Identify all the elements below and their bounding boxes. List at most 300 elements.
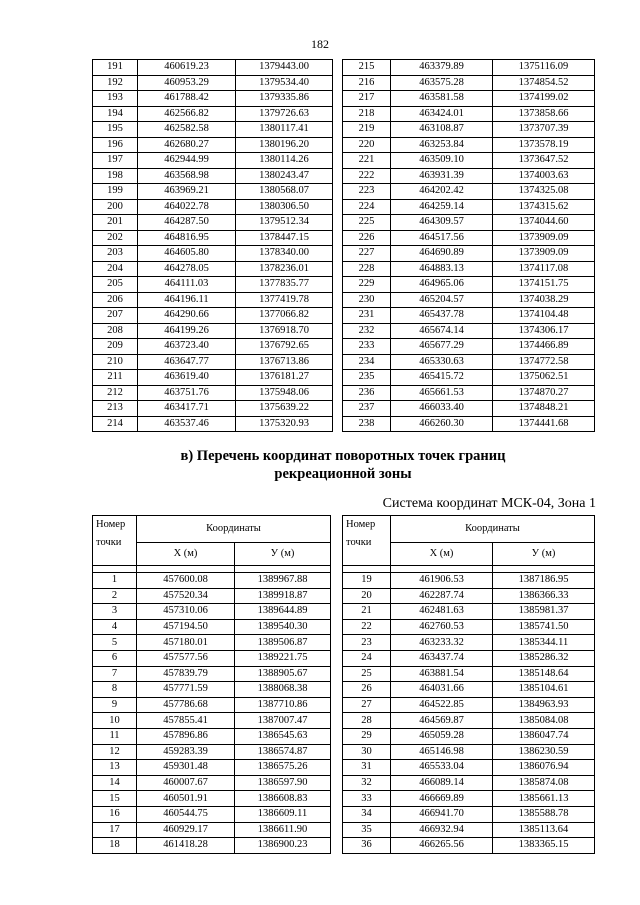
table-row	[93, 666, 331, 682]
x-coordinate-cell: 457600.08	[137, 573, 235, 589]
x-coordinate-cell: 464290.66	[138, 308, 236, 324]
table-row	[93, 416, 333, 432]
table-row	[343, 760, 595, 776]
coordinates-table-top-left	[92, 59, 333, 432]
x-coordinate-cell: 462582.58	[138, 122, 236, 138]
y-coordinate-cell: 1375639.22	[236, 401, 333, 417]
y-coordinate-cell: 1374466.89	[493, 339, 595, 355]
point-number-cell: 22	[343, 619, 391, 635]
y-coordinate-cell: 1386574.87	[235, 744, 331, 760]
y-coordinate-cell: 1379335.86	[236, 91, 333, 107]
point-number-cell: 2	[93, 588, 137, 604]
table-row	[93, 588, 331, 604]
y-coordinate-cell: 1375320.93	[236, 416, 333, 432]
coordinates-table-bottom-left	[92, 515, 331, 854]
point-number-cell: 20	[343, 588, 391, 604]
y-coordinate-header: У (м)	[235, 543, 331, 566]
point-number-cell: 215	[343, 60, 391, 76]
x-coordinate-cell: 463969.21	[138, 184, 236, 200]
table-row	[93, 822, 331, 838]
x-coordinate-cell: 462680.27	[138, 137, 236, 153]
table-row	[343, 791, 595, 807]
table-row	[343, 137, 595, 153]
x-coordinate-cell: 461788.42	[138, 91, 236, 107]
table-row	[343, 184, 595, 200]
point-number-header-line-2: точки	[346, 537, 372, 548]
point-number-cell: 19	[343, 573, 391, 589]
x-coordinate-cell: 463537.46	[138, 416, 236, 432]
x-coordinate-cell: 466089.14	[391, 775, 493, 791]
spacer-cell	[235, 566, 331, 573]
table-row	[343, 354, 595, 370]
table-row	[343, 416, 595, 432]
y-coordinate-cell: 1388905.67	[235, 666, 331, 682]
x-coordinate-cell: 457855.41	[137, 713, 235, 729]
x-coordinate-cell: 460501.91	[137, 791, 235, 807]
spacer-cell	[343, 566, 391, 573]
y-coordinate-cell: 1373647.52	[493, 153, 595, 169]
table-row	[93, 75, 333, 91]
table-row	[93, 744, 331, 760]
table-row	[343, 230, 595, 246]
y-coordinate-cell: 1385113.64	[493, 822, 595, 838]
table-row	[343, 666, 595, 682]
table-row	[93, 806, 331, 822]
y-coordinate-cell: 1386545.63	[235, 728, 331, 744]
table-row	[343, 215, 595, 231]
table-row	[93, 215, 333, 231]
y-coordinate-cell: 1378447.15	[236, 230, 333, 246]
x-coordinate-cell: 457786.68	[137, 697, 235, 713]
x-coordinate-cell: 460929.17	[137, 822, 235, 838]
y-coordinate-cell: 1389221.75	[235, 650, 331, 666]
x-coordinate-cell: 464517.56	[391, 230, 493, 246]
table-row	[93, 292, 333, 308]
x-coordinate-cell: 466265.56	[391, 838, 493, 854]
point-number-header	[93, 516, 137, 566]
x-coordinate-cell: 463568.98	[138, 168, 236, 184]
y-coordinate-header: У (м)	[493, 543, 595, 566]
section-title	[92, 447, 594, 483]
y-coordinate-cell: 1380306.50	[236, 199, 333, 215]
y-coordinate-cell: 1374151.75	[493, 277, 595, 293]
x-coordinate-cell: 463619.40	[138, 370, 236, 386]
table-row	[343, 292, 595, 308]
point-number-cell: 4	[93, 619, 137, 635]
y-coordinate-cell: 1374003.63	[493, 168, 595, 184]
table-row	[343, 744, 595, 760]
y-coordinate-cell: 1386597.90	[235, 775, 331, 791]
y-coordinate-cell: 1373858.66	[493, 106, 595, 122]
point-number-cell: 32	[343, 775, 391, 791]
table-row	[343, 806, 595, 822]
y-coordinate-cell: 1374854.52	[493, 75, 595, 91]
x-coordinate-cell: 457194.50	[137, 619, 235, 635]
y-coordinate-cell: 1374441.68	[493, 416, 595, 432]
x-coordinate-cell: 462944.99	[138, 153, 236, 169]
y-coordinate-cell: 1377835.77	[236, 277, 333, 293]
table-row	[93, 619, 331, 635]
table-row	[93, 354, 333, 370]
y-coordinate-cell: 1379534.40	[236, 75, 333, 91]
point-number-cell: 33	[343, 791, 391, 807]
y-coordinate-cell: 1377066.82	[236, 308, 333, 324]
point-number-cell: 197	[93, 153, 138, 169]
point-number-cell: 203	[93, 246, 138, 262]
point-number-cell: 221	[343, 153, 391, 169]
x-coordinate-cell: 465146.98	[391, 744, 493, 760]
point-number-cell: 235	[343, 370, 391, 386]
table-row	[343, 838, 595, 854]
x-coordinate-cell: 464965.06	[391, 277, 493, 293]
point-number-cell: 10	[93, 713, 137, 729]
x-coordinate-cell: 462566.82	[138, 106, 236, 122]
point-number-cell: 192	[93, 75, 138, 91]
table-row	[93, 137, 333, 153]
y-coordinate-cell: 1375062.51	[493, 370, 595, 386]
spacer-cell	[391, 566, 493, 573]
y-coordinate-cell: 1378340.00	[236, 246, 333, 262]
y-coordinate-cell: 1380196.20	[236, 137, 333, 153]
y-coordinate-cell: 1377419.78	[236, 292, 333, 308]
point-number-cell: 16	[93, 806, 137, 822]
table-row	[93, 199, 333, 215]
y-coordinate-cell: 1375116.09	[493, 60, 595, 76]
y-coordinate-cell: 1386608.83	[235, 791, 331, 807]
y-coordinate-cell: 1374315.62	[493, 199, 595, 215]
x-coordinate-cell: 464605.80	[138, 246, 236, 262]
table-row	[93, 697, 331, 713]
table-row	[93, 339, 333, 355]
coordinates-table-bottom-right	[342, 515, 595, 854]
point-number-cell: 34	[343, 806, 391, 822]
point-number-cell: 218	[343, 106, 391, 122]
y-coordinate-cell: 1376713.86	[236, 354, 333, 370]
y-coordinate-cell: 1376918.70	[236, 323, 333, 339]
y-coordinate-cell: 1387007.47	[235, 713, 331, 729]
y-coordinate-cell: 1373909.09	[493, 246, 595, 262]
x-coordinate-cell: 465677.29	[391, 339, 493, 355]
table-row	[343, 168, 595, 184]
y-coordinate-cell: 1389918.87	[235, 588, 331, 604]
x-coordinate-cell: 460953.29	[138, 75, 236, 91]
x-coordinate-cell: 464111.03	[138, 277, 236, 293]
x-coordinate-cell: 457771.59	[137, 682, 235, 698]
coordinates-header: Координаты	[391, 516, 595, 543]
y-coordinate-cell: 1387710.86	[235, 697, 331, 713]
x-coordinate-cell: 464031.66	[391, 682, 493, 698]
table-row	[93, 184, 333, 200]
x-coordinate-cell: 466260.30	[391, 416, 493, 432]
table-row	[343, 650, 595, 666]
y-coordinate-cell: 1385661.13	[493, 791, 595, 807]
y-coordinate-cell: 1389506.87	[235, 635, 331, 651]
x-coordinate-cell: 464287.50	[138, 215, 236, 231]
point-number-cell: 229	[343, 277, 391, 293]
table-row	[93, 728, 331, 744]
y-coordinate-cell: 1385874.08	[493, 775, 595, 791]
point-number-cell: 210	[93, 354, 138, 370]
table-row	[343, 246, 595, 262]
x-coordinate-cell: 464199.26	[138, 323, 236, 339]
table-row	[343, 604, 595, 620]
point-number-cell: 220	[343, 137, 391, 153]
x-coordinate-cell: 463108.87	[391, 122, 493, 138]
point-number-cell: 236	[343, 385, 391, 401]
table-row	[93, 261, 333, 277]
table-row	[343, 401, 595, 417]
spacer-cell	[493, 566, 595, 573]
x-coordinate-cell: 462481.63	[391, 604, 493, 620]
point-number-cell: 212	[93, 385, 138, 401]
y-coordinate-cell: 1374870.27	[493, 385, 595, 401]
x-coordinate-cell: 461906.53	[391, 573, 493, 589]
table-row	[93, 713, 331, 729]
point-number-cell: 205	[93, 277, 138, 293]
point-number-cell: 198	[93, 168, 138, 184]
y-coordinate-cell: 1373707.39	[493, 122, 595, 138]
x-coordinate-cell: 460007.67	[137, 775, 235, 791]
point-number-header-line-2: точки	[96, 537, 122, 548]
point-number-cell: 204	[93, 261, 138, 277]
table-row	[343, 573, 595, 589]
y-coordinate-cell: 1387186.95	[493, 573, 595, 589]
x-coordinate-cell: 464309.57	[391, 215, 493, 231]
table-row	[343, 261, 595, 277]
y-coordinate-cell: 1373909.09	[493, 230, 595, 246]
x-coordinate-cell: 459301.48	[137, 760, 235, 776]
table-row	[343, 323, 595, 339]
y-coordinate-cell: 1380568.07	[236, 184, 333, 200]
point-number-cell: 8	[93, 682, 137, 698]
y-coordinate-cell: 1374325.08	[493, 184, 595, 200]
table-row	[93, 122, 333, 138]
point-number-cell: 5	[93, 635, 137, 651]
y-coordinate-cell: 1374848.21	[493, 401, 595, 417]
point-number-cell: 15	[93, 791, 137, 807]
x-coordinate-cell: 457180.01	[137, 635, 235, 651]
y-coordinate-cell: 1380243.47	[236, 168, 333, 184]
x-coordinate-cell: 465059.28	[391, 728, 493, 744]
y-coordinate-cell: 1379443.00	[236, 60, 333, 76]
x-coordinate-cell: 464569.87	[391, 713, 493, 729]
table-row	[93, 573, 331, 589]
table-row	[343, 308, 595, 324]
table-header-row	[93, 516, 331, 543]
y-coordinate-cell: 1380114.26	[236, 153, 333, 169]
x-coordinate-cell: 465415.72	[391, 370, 493, 386]
table-row	[93, 650, 331, 666]
x-coordinate-cell: 463379.89	[391, 60, 493, 76]
table-row	[343, 619, 595, 635]
point-number-cell: 26	[343, 682, 391, 698]
y-coordinate-cell: 1376181.27	[236, 370, 333, 386]
table-row	[93, 838, 331, 854]
x-coordinate-cell: 466669.89	[391, 791, 493, 807]
section-title-line-1: в) Перечень координат поворотных точек границ	[180, 448, 506, 464]
spacer-cell	[93, 566, 137, 573]
point-number-cell: 222	[343, 168, 391, 184]
point-number-cell: 191	[93, 60, 138, 76]
point-number-cell: 201	[93, 215, 138, 231]
x-coordinate-cell: 464259.14	[391, 199, 493, 215]
point-number-cell: 3	[93, 604, 137, 620]
y-coordinate-cell: 1380117.41	[236, 122, 333, 138]
y-coordinate-cell: 1386609.11	[235, 806, 331, 822]
x-coordinate-cell: 457896.86	[137, 728, 235, 744]
point-number-cell: 211	[93, 370, 138, 386]
point-number-cell: 225	[343, 215, 391, 231]
table-row	[343, 60, 595, 76]
x-coordinate-cell: 463581.58	[391, 91, 493, 107]
point-number-cell: 226	[343, 230, 391, 246]
point-number-cell: 1	[93, 573, 137, 589]
x-coordinate-cell: 464202.42	[391, 184, 493, 200]
point-number-cell: 206	[93, 292, 138, 308]
table-row	[93, 246, 333, 262]
y-coordinate-cell: 1385981.37	[493, 604, 595, 620]
point-number-cell: 231	[343, 308, 391, 324]
y-coordinate-cell: 1374044.60	[493, 215, 595, 231]
point-number-cell: 213	[93, 401, 138, 417]
table-row	[93, 277, 333, 293]
x-coordinate-cell: 465674.14	[391, 323, 493, 339]
y-coordinate-cell: 1374199.02	[493, 91, 595, 107]
x-coordinate-cell: 463931.39	[391, 168, 493, 184]
point-number-cell: 224	[343, 199, 391, 215]
x-coordinate-cell: 460544.75	[137, 806, 235, 822]
point-number-cell: 195	[93, 122, 138, 138]
table-row	[343, 697, 595, 713]
x-coordinate-cell: 464022.78	[138, 199, 236, 215]
point-number-cell: 36	[343, 838, 391, 854]
table-row	[343, 728, 595, 744]
table-row	[93, 91, 333, 107]
point-number-cell: 6	[93, 650, 137, 666]
point-number-cell: 238	[343, 416, 391, 432]
point-number-cell: 214	[93, 416, 138, 432]
y-coordinate-cell: 1385084.08	[493, 713, 595, 729]
point-number-cell: 9	[93, 697, 137, 713]
y-coordinate-cell: 1386575.26	[235, 760, 331, 776]
y-coordinate-cell: 1374104.48	[493, 308, 595, 324]
point-number-cell: 219	[343, 122, 391, 138]
point-number-cell: 14	[93, 775, 137, 791]
page-number: 182	[311, 37, 329, 51]
y-coordinate-cell: 1374772.58	[493, 354, 595, 370]
table-row	[93, 153, 333, 169]
table-row	[93, 385, 333, 401]
x-coordinate-cell: 463233.32	[391, 635, 493, 651]
table-spacer-row	[93, 566, 331, 573]
point-number-cell: 11	[93, 728, 137, 744]
table-row	[343, 385, 595, 401]
point-number-header-line-1: Номер	[96, 519, 126, 530]
x-coordinate-header: X (м)	[137, 543, 235, 566]
point-number-cell: 29	[343, 728, 391, 744]
point-number-cell: 31	[343, 760, 391, 776]
point-number-cell: 194	[93, 106, 138, 122]
x-coordinate-cell: 457310.06	[137, 604, 235, 620]
point-number-header	[343, 516, 391, 566]
table-row	[93, 401, 333, 417]
table-row	[93, 604, 331, 620]
point-number-cell: 27	[343, 697, 391, 713]
y-coordinate-cell: 1379726.63	[236, 106, 333, 122]
point-number-cell: 24	[343, 650, 391, 666]
point-number-cell: 217	[343, 91, 391, 107]
y-coordinate-cell: 1375948.06	[236, 385, 333, 401]
table-row	[343, 153, 595, 169]
x-coordinate-cell: 466941.70	[391, 806, 493, 822]
y-coordinate-cell: 1385741.50	[493, 619, 595, 635]
coordinate-system-label: Система координат МСК-04, Зона 1	[382, 496, 596, 511]
x-coordinate-cell: 464816.95	[138, 230, 236, 246]
table-row	[93, 775, 331, 791]
point-number-cell: 13	[93, 760, 137, 776]
point-number-header-line-1: Номер	[346, 519, 376, 530]
point-number-cell: 216	[343, 75, 391, 91]
x-coordinate-cell: 466033.40	[391, 401, 493, 417]
y-coordinate-cell: 1379512.34	[236, 215, 333, 231]
table-row	[343, 106, 595, 122]
x-coordinate-cell: 464522.85	[391, 697, 493, 713]
point-number-cell: 18	[93, 838, 137, 854]
x-coordinate-cell: 466932.94	[391, 822, 493, 838]
y-coordinate-cell: 1386900.23	[235, 838, 331, 854]
y-coordinate-cell: 1385344.11	[493, 635, 595, 651]
y-coordinate-cell: 1384963.93	[493, 697, 595, 713]
table-row	[343, 635, 595, 651]
x-coordinate-cell: 462287.74	[391, 588, 493, 604]
x-coordinate-cell: 457577.56	[137, 650, 235, 666]
y-coordinate-cell: 1374117.08	[493, 261, 595, 277]
point-number-cell: 209	[93, 339, 138, 355]
x-coordinate-cell: 461418.28	[137, 838, 235, 854]
x-coordinate-cell: 463437.74	[391, 650, 493, 666]
table-header-row	[343, 516, 595, 543]
point-number-cell: 223	[343, 184, 391, 200]
table-row	[343, 822, 595, 838]
y-coordinate-cell: 1386230.59	[493, 744, 595, 760]
y-coordinate-cell: 1374038.29	[493, 292, 595, 308]
point-number-cell: 230	[343, 292, 391, 308]
point-number-cell: 12	[93, 744, 137, 760]
x-coordinate-cell: 465204.57	[391, 292, 493, 308]
x-coordinate-cell: 463647.77	[138, 354, 236, 370]
x-coordinate-cell: 463417.71	[138, 401, 236, 417]
table-row	[93, 106, 333, 122]
point-number-cell: 25	[343, 666, 391, 682]
y-coordinate-cell: 1389540.30	[235, 619, 331, 635]
x-coordinate-cell: 463424.01	[391, 106, 493, 122]
x-coordinate-cell: 463575.28	[391, 75, 493, 91]
point-number-cell: 234	[343, 354, 391, 370]
coordinates-table-top-right	[342, 59, 595, 432]
y-coordinate-cell: 1386366.33	[493, 588, 595, 604]
point-number-cell: 202	[93, 230, 138, 246]
table-row	[93, 370, 333, 386]
table-row	[93, 682, 331, 698]
x-coordinate-cell: 463253.84	[391, 137, 493, 153]
table-row	[343, 713, 595, 729]
y-coordinate-cell: 1386047.74	[493, 728, 595, 744]
x-coordinate-cell: 457520.34	[137, 588, 235, 604]
point-number-cell: 30	[343, 744, 391, 760]
table-row	[343, 277, 595, 293]
table-row	[93, 635, 331, 651]
x-coordinate-cell: 465661.53	[391, 385, 493, 401]
